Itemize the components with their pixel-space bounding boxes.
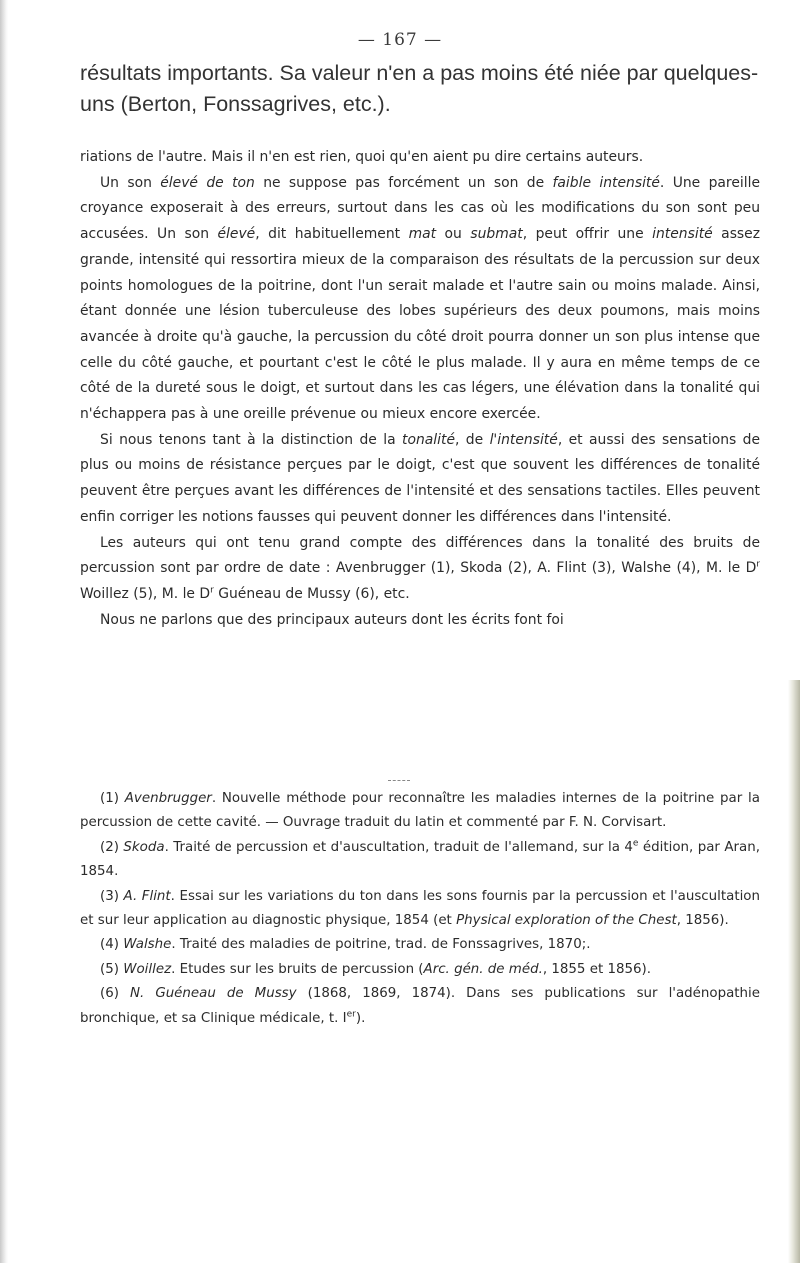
italic-term: intensité bbox=[652, 226, 713, 243]
superscript: er bbox=[346, 1009, 356, 1020]
paragraph-4 bbox=[80, 531, 760, 608]
footnote-text: . Etudes sur les bruits de percussion ( bbox=[171, 961, 424, 977]
footnote-4 bbox=[80, 933, 760, 957]
paragraph-1: riations de l'autre. Mais il n'en est rien, quoi qu'en aient pu dire certains auteurs. bbox=[80, 149, 644, 165]
footnote-2 bbox=[80, 836, 760, 885]
page-binding-shadow bbox=[0, 0, 8, 1263]
footnote-number: (3) bbox=[100, 888, 124, 904]
footnote-3 bbox=[80, 885, 760, 934]
paragraph-2 bbox=[80, 171, 760, 428]
text-run: , dit habituellement bbox=[255, 226, 409, 243]
footnote-1 bbox=[80, 787, 760, 836]
footnote-text: . Essai sur les variations du ton dans les sons fournis par la percussion et l'auscultation et sur leur application au diagnostic physique, 1854 (et bbox=[80, 888, 760, 929]
footnote-text: . Traité des maladies de poitrine, trad. de Fonssagrives, 1870;. bbox=[171, 937, 591, 953]
italic-term: tonalité bbox=[402, 431, 455, 448]
footnote-text: ). bbox=[355, 1010, 366, 1026]
footnote-number: (6) bbox=[100, 986, 131, 1002]
text-run: Guéneau de Mussy (6), etc. bbox=[213, 585, 410, 602]
text-run: assez grande, intensité qui ressortira mieux de la comparaison des résultats de la percussion sur deux points homologues de la poitrine, dont l'un serait malade et l'autre sain ou moins malade. Ainsi, étant donnée une lésion tuberculeuse des lobes supérieurs des deux poumons, mais moins avancée à droite qu'à gauche, la percussion du côté droit pourra donner un son plus intense que celle du côté gauche, et pourtant c'est le côté le plus malade. Il y aura en même temps de ce côté de la dureté sous le doigt, et surtout dans les cas légers, une élévation dans la tonalité qui n'échappera pas à une oreille prévenue ou mieux encore exercée. bbox=[80, 226, 761, 423]
superscript: r bbox=[210, 585, 214, 596]
footnotes bbox=[80, 787, 760, 1031]
footnote-text: . Traité de percussion et d'auscultation, traduit de l'allemand, sur la 4 bbox=[164, 839, 633, 855]
footnote-title: Physical exploration of the Chest bbox=[456, 913, 677, 929]
footnote-author: Walshe bbox=[123, 937, 172, 953]
text-run: Si nous tenons tant à la distinction de la bbox=[100, 431, 403, 448]
footnote-number: (4) bbox=[100, 937, 124, 953]
paragraph-3 bbox=[80, 428, 760, 531]
superscript: e bbox=[632, 838, 639, 849]
footnote-author: Skoda bbox=[123, 839, 165, 855]
text-run: Un son bbox=[100, 174, 161, 191]
text-run: ou bbox=[436, 226, 471, 243]
italic-term: submat bbox=[470, 226, 523, 243]
text-run: Woillez (5), M. le D bbox=[80, 585, 211, 602]
footnote-text: . Nouvelle méthode pour reconnaître les maladies internes de la poitrine par la percussion de cette cavité. — Ouvrage traduit du latin et commenté par F. N. Corvisart. bbox=[80, 791, 760, 831]
page-number: — 167 — bbox=[357, 30, 443, 50]
footnote-author: N. Guéneau de Mussy bbox=[130, 986, 297, 1002]
footnote-number: (1) bbox=[100, 791, 125, 806]
footnote-text: (1868, 1869, 1874). Dans ses publications sur l'adénopathie bronchique, et sa Clinique médicale, t. I bbox=[80, 986, 760, 1026]
footnote-separator bbox=[388, 780, 410, 781]
text-run: . Une pareille croyance exposerait à des erreurs, surtout dans les cas où les modifications du son sont peu accusées. Un son bbox=[80, 174, 761, 243]
footnote-author: A. Flint bbox=[123, 888, 171, 904]
footnote-author: Avenbrugger bbox=[124, 791, 212, 806]
italic-term: l'intensité bbox=[489, 431, 558, 448]
page-edge-stain bbox=[788, 680, 800, 1263]
footnote-author: Woillez bbox=[123, 961, 172, 977]
italic-term: faible intensité bbox=[552, 174, 660, 191]
text-run: , peut offrir une bbox=[522, 226, 653, 243]
footnote-text: , 1856). bbox=[676, 913, 729, 929]
text-run: ne suppose pas forcément un son de bbox=[254, 174, 553, 191]
text-run: Les auteurs qui ont tenu grand compte des différences dans la tonalité des bruits de percussion sont par ordre de date : Avenbrugger (1), Skoda (2), A. Flint (3), Walshe (4), M. le D bbox=[80, 534, 760, 577]
footnote-text: , 1855 et 1856). bbox=[542, 961, 652, 977]
text-run: , et aussi des sensations de plus ou moins de résistance perçues par le doigt, c'est que souvent les différences de tonalité peuvent être perçues avant les différences de l'intensité et des sensations tactiles. Elles peuvent enfin corriger les notions fausses qui peuvent donner les différences dans l'intensité. bbox=[80, 431, 760, 525]
footnote-journal: Arc. gén. de méd. bbox=[423, 961, 543, 977]
italic-term: mat bbox=[408, 226, 437, 243]
superscript: r bbox=[756, 559, 760, 570]
footnote-number: (5) bbox=[100, 961, 124, 977]
top-text-line: résultats importants. Sa valeur n'en a pas moins été niée par quelques-uns (Berton, Fonssagrives, etc.). bbox=[80, 61, 759, 116]
footnote-number: (2) bbox=[100, 839, 124, 855]
text-run: , de bbox=[455, 431, 490, 448]
footnote-text: édition, par Aran, 1854. bbox=[80, 839, 760, 880]
footnote-5 bbox=[80, 958, 760, 982]
paragraph-5: Nous ne parlons que des principaux auteurs dont les écrits font foi bbox=[100, 611, 564, 628]
overlapping-top-text bbox=[80, 58, 760, 120]
italic-term: élevé de ton bbox=[160, 174, 255, 191]
main-text bbox=[80, 145, 760, 633]
footnote-6 bbox=[80, 982, 760, 1031]
italic-term: élevé bbox=[217, 226, 256, 243]
